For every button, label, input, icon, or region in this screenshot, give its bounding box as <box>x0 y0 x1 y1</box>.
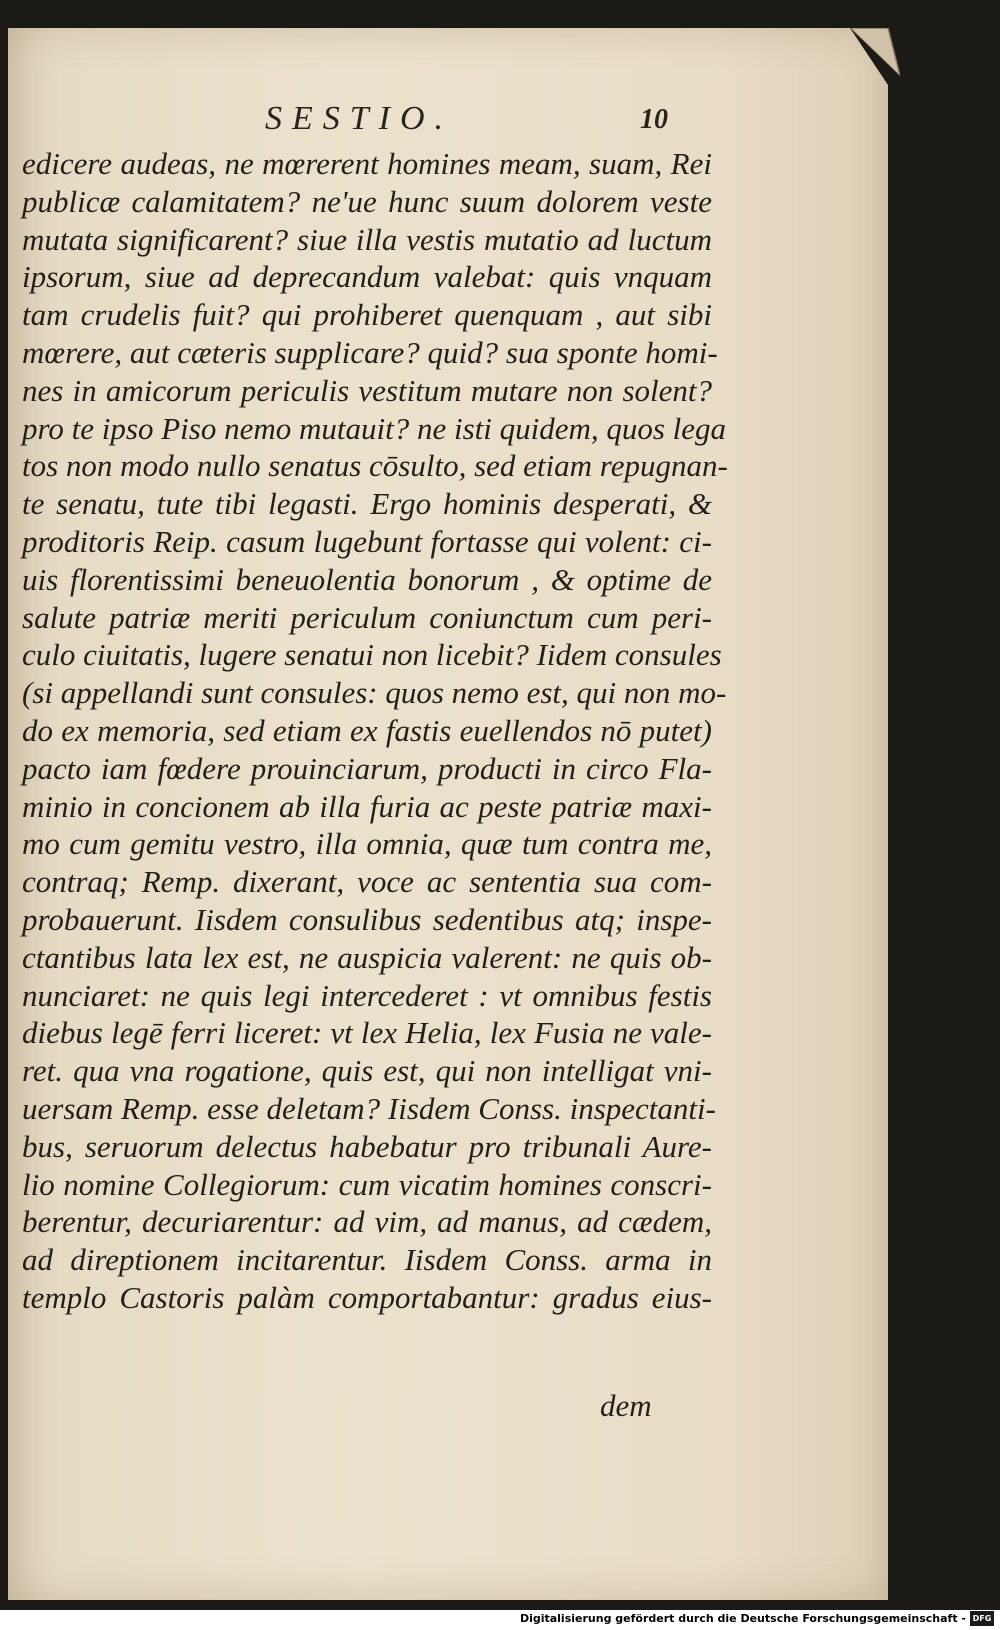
text-line: mutata significarent? siue illa vestis mutatio ad luctum <box>22 221 712 257</box>
text-line: ad direptionem incitarentur. Iisdem Conss. arma in <box>22 1242 712 1278</box>
text-line: probauerunt. Iisdem consulibus sedentibus atq; inspe- <box>22 901 712 937</box>
text-line: minio in concionem ab illa furia ac peste patriæ maxi- <box>22 788 712 824</box>
running-head: SESTIO. <box>265 100 454 137</box>
page-number: 10 <box>640 104 668 135</box>
text-line: uersam Remp. esse deletam? Iisdem Conss. inspectanti- <box>22 1090 716 1126</box>
text-line: mœrere, aut cæteris supplicare? quid? sua sponte homi- <box>22 334 718 370</box>
text-line: templo Castoris palàm comportabantur: gradus eius- <box>22 1279 712 1315</box>
text-line: berentur, decuriarentur: ad vim, ad manus, ad cædem, <box>22 1204 712 1240</box>
dfg-logo-icon: DFG <box>970 1611 994 1626</box>
text-line: pro te ipso Piso nemo mutauit? ne isti quidem, quos lega <box>22 410 727 446</box>
folded-corner-icon <box>850 28 900 88</box>
text-line: diebus legē ferri liceret: vt lex Helia, lex Fusia ne vale- <box>22 1015 712 1051</box>
body-text <box>22 145 728 1317</box>
text-line: (si appellandi sunt consules: quos nemo est, qui non mo- <box>22 675 727 711</box>
text-line: mo cum gemitu vestro, illa omnia, quæ tum contra me, <box>22 826 712 862</box>
text-line: ctantibus lata lex est, ne auspicia valerent: ne quis ob- <box>22 939 712 975</box>
text-line: salute patriæ meriti periculum coniunctum cum peri- <box>22 599 712 635</box>
text-line: do ex memoria, sed etiam ex fastis euellendos nō putet) <box>22 712 712 748</box>
text-line: tos non modo nullo senatus cōsulto, sed etiam repugnan- <box>22 448 728 484</box>
text-line: nes in amicorum periculis vestitum mutare non solent? <box>22 372 712 408</box>
text-line: ret. qua vna rogatione, quis est, qui non intelligat vni- <box>22 1053 712 1089</box>
text-line: tam crudelis fuit? qui prohiberet quenquam , aut sibi <box>22 297 712 333</box>
text-line: edicere audeas, ne mœrerent homines meam, suam, Rei <box>22 146 712 181</box>
text-line: te senatu, tute tibi legasti. Ergo hominis desperati, & <box>22 486 712 522</box>
catchword: dem <box>600 1388 652 1423</box>
text-line: culo ciuitatis, lugere senatui non licebit? Iidem consules <box>22 637 722 673</box>
text-line: bus, seruorum delectus habebatur pro tribunali Aure- <box>22 1128 712 1164</box>
text-line: pacto iam fœdere prouinciarum, producti in circo Fla- <box>22 750 712 786</box>
text-line: lio nomine Collegiorum: cum vicatim homines conscri- <box>22 1166 712 1202</box>
funding-credit: Digitalisierung gefördert durch die Deutsche Forschungsgemeinschaft - <box>519 1612 966 1625</box>
text-line: proditoris Reip. casum lugebunt fortasse qui volent: ci- <box>22 523 712 559</box>
text-line: publicæ calamitatem? ne'ue hunc suum dolorem veste <box>22 183 712 219</box>
text-line: ipsorum, siue ad deprecandum valebat: quis vnquam <box>22 259 712 295</box>
text-line: uis florentissimi beneuolentia bonorum , & optime de <box>22 561 712 597</box>
text-line: contraq; Remp. dixerant, voce ac sententia sua com- <box>22 864 712 900</box>
text-line: nunciaret: ne quis legi intercederet : vt omnibus festis <box>22 977 712 1013</box>
